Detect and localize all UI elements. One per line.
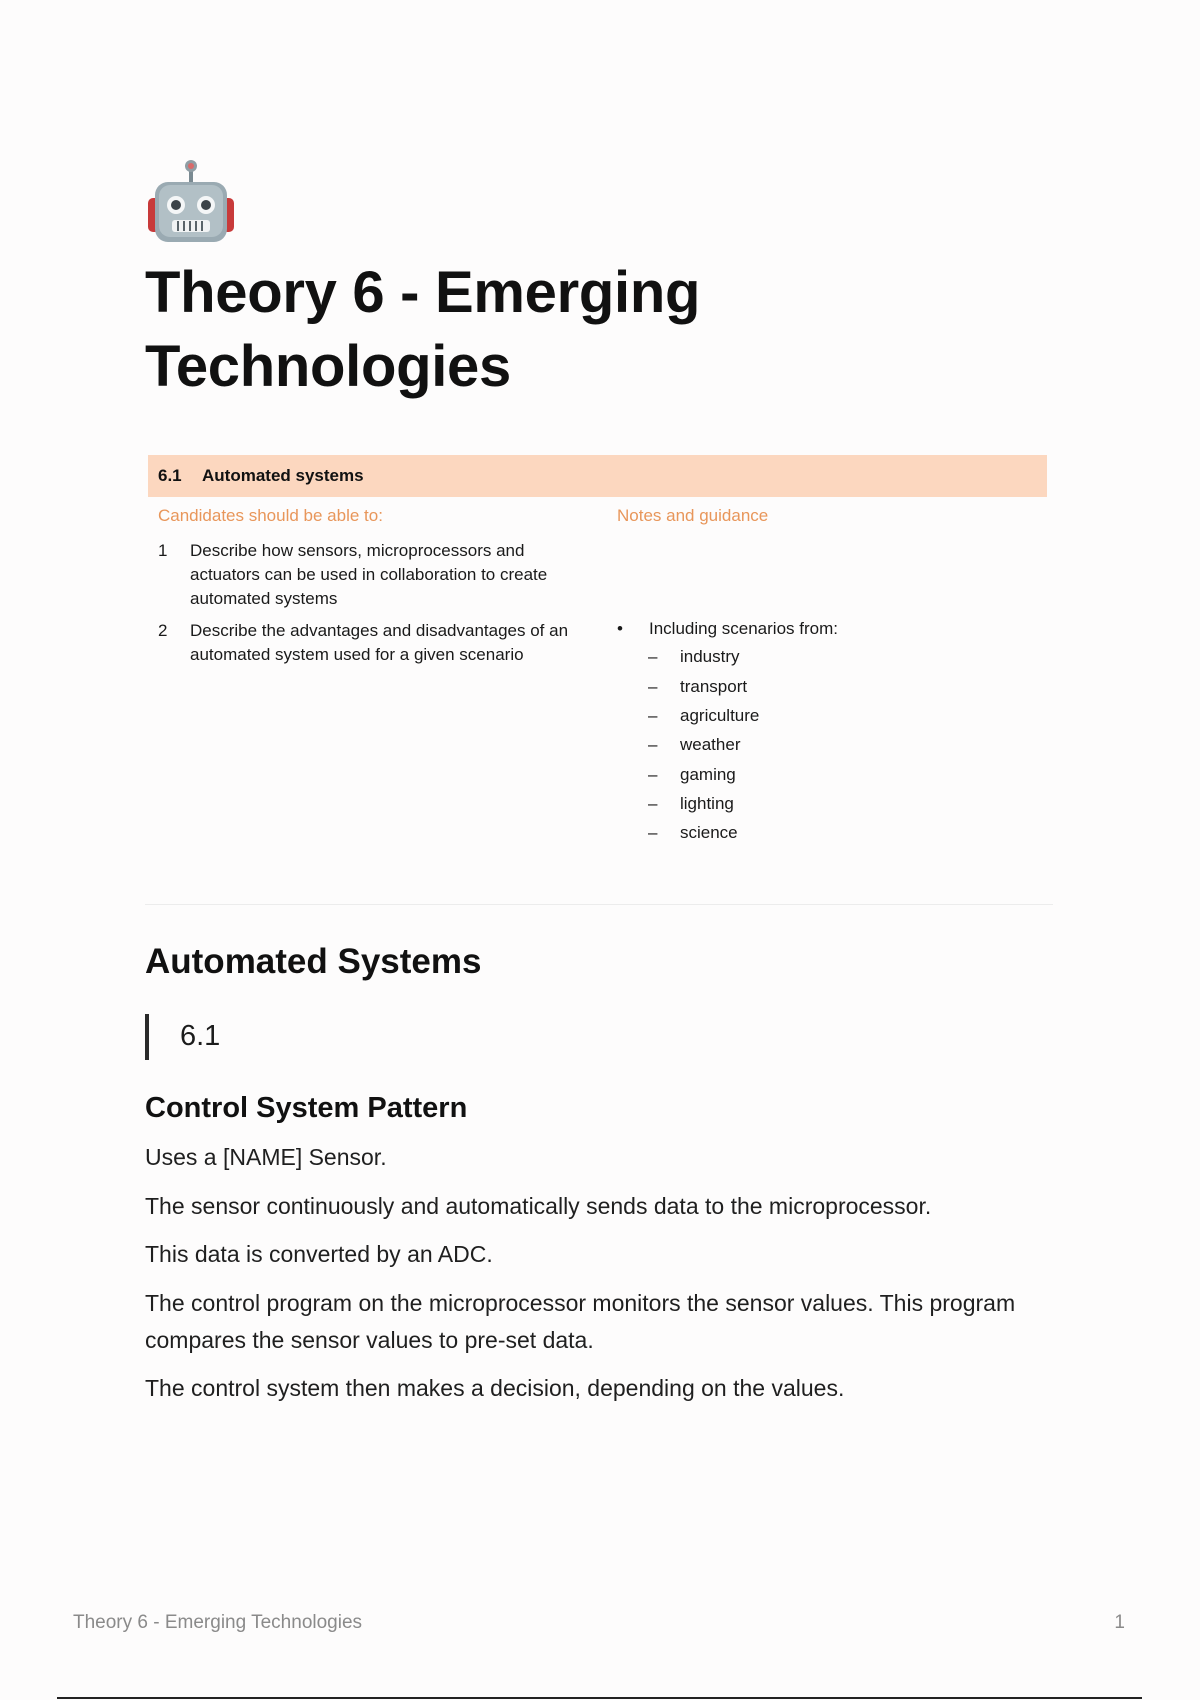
- section-heading: Automated Systems: [145, 942, 482, 981]
- dash-marker: –: [648, 765, 658, 784]
- scenario-label: science: [680, 823, 738, 842]
- syllabus-header-bar: [148, 455, 1047, 497]
- guidance-text: Including scenarios from:: [649, 619, 838, 638]
- quote-text: 6.1: [180, 1020, 221, 1052]
- objective-number: 2: [158, 621, 168, 640]
- objective-number: 1: [158, 541, 168, 560]
- footer-rule: [57, 1697, 1142, 1699]
- footer-page-number: 1: [1114, 1612, 1125, 1633]
- scenario-label: weather: [680, 735, 741, 754]
- scenario-label: lighting: [680, 794, 734, 813]
- section-divider: [145, 904, 1053, 905]
- scenario-label: gaming: [680, 765, 736, 784]
- body-paragraph: Uses a [NAME] Sensor.: [145, 1144, 387, 1170]
- quote-block: [145, 1014, 221, 1060]
- body-paragraph: The control program on the microprocessor monitors the sensor values. This program compares the sensor values to pre-set data.: [145, 1290, 1016, 1353]
- subsection-heading: Control System Pattern: [145, 1092, 468, 1124]
- bullet-marker: •: [617, 619, 623, 638]
- robot-face-icon: [146, 158, 236, 244]
- scenario-label: industry: [680, 647, 740, 666]
- syllabus-section-number: 6.1: [158, 466, 182, 485]
- dash-marker: –: [648, 706, 658, 725]
- syllabus-section-title: Automated systems: [202, 466, 364, 485]
- dash-marker: –: [648, 647, 658, 666]
- dash-marker: –: [648, 677, 658, 696]
- objective-text: Describe how sensors, microprocessors and actuators can be used in collaboration to create automated systems: [190, 541, 548, 608]
- body-paragraph: This data is converted by an ADC.: [145, 1241, 493, 1267]
- dash-marker: –: [648, 735, 658, 754]
- footer-document-title: Theory 6 - Emerging Technologies: [73, 1612, 363, 1633]
- dash-marker: –: [648, 794, 658, 813]
- body-paragraph: The control system then makes a decision, depending on the values.: [145, 1375, 845, 1401]
- scenario-label: agriculture: [680, 706, 760, 725]
- scenario-label: transport: [680, 677, 748, 696]
- body-paragraph: The sensor continuously and automatically sends data to the microprocessor.: [145, 1193, 932, 1219]
- syllabus-right-header: Notes and guidance: [617, 506, 769, 525]
- syllabus-left-header: Candidates should be able to:: [158, 506, 383, 525]
- syllabus-excerpt: [148, 455, 1047, 855]
- page-title: Theory 6 - Emerging Technologies: [145, 260, 701, 399]
- objective-text: Describe the advantages and disadvantages of an automated system used for a given scenario: [190, 621, 569, 664]
- dash-marker: –: [648, 823, 658, 842]
